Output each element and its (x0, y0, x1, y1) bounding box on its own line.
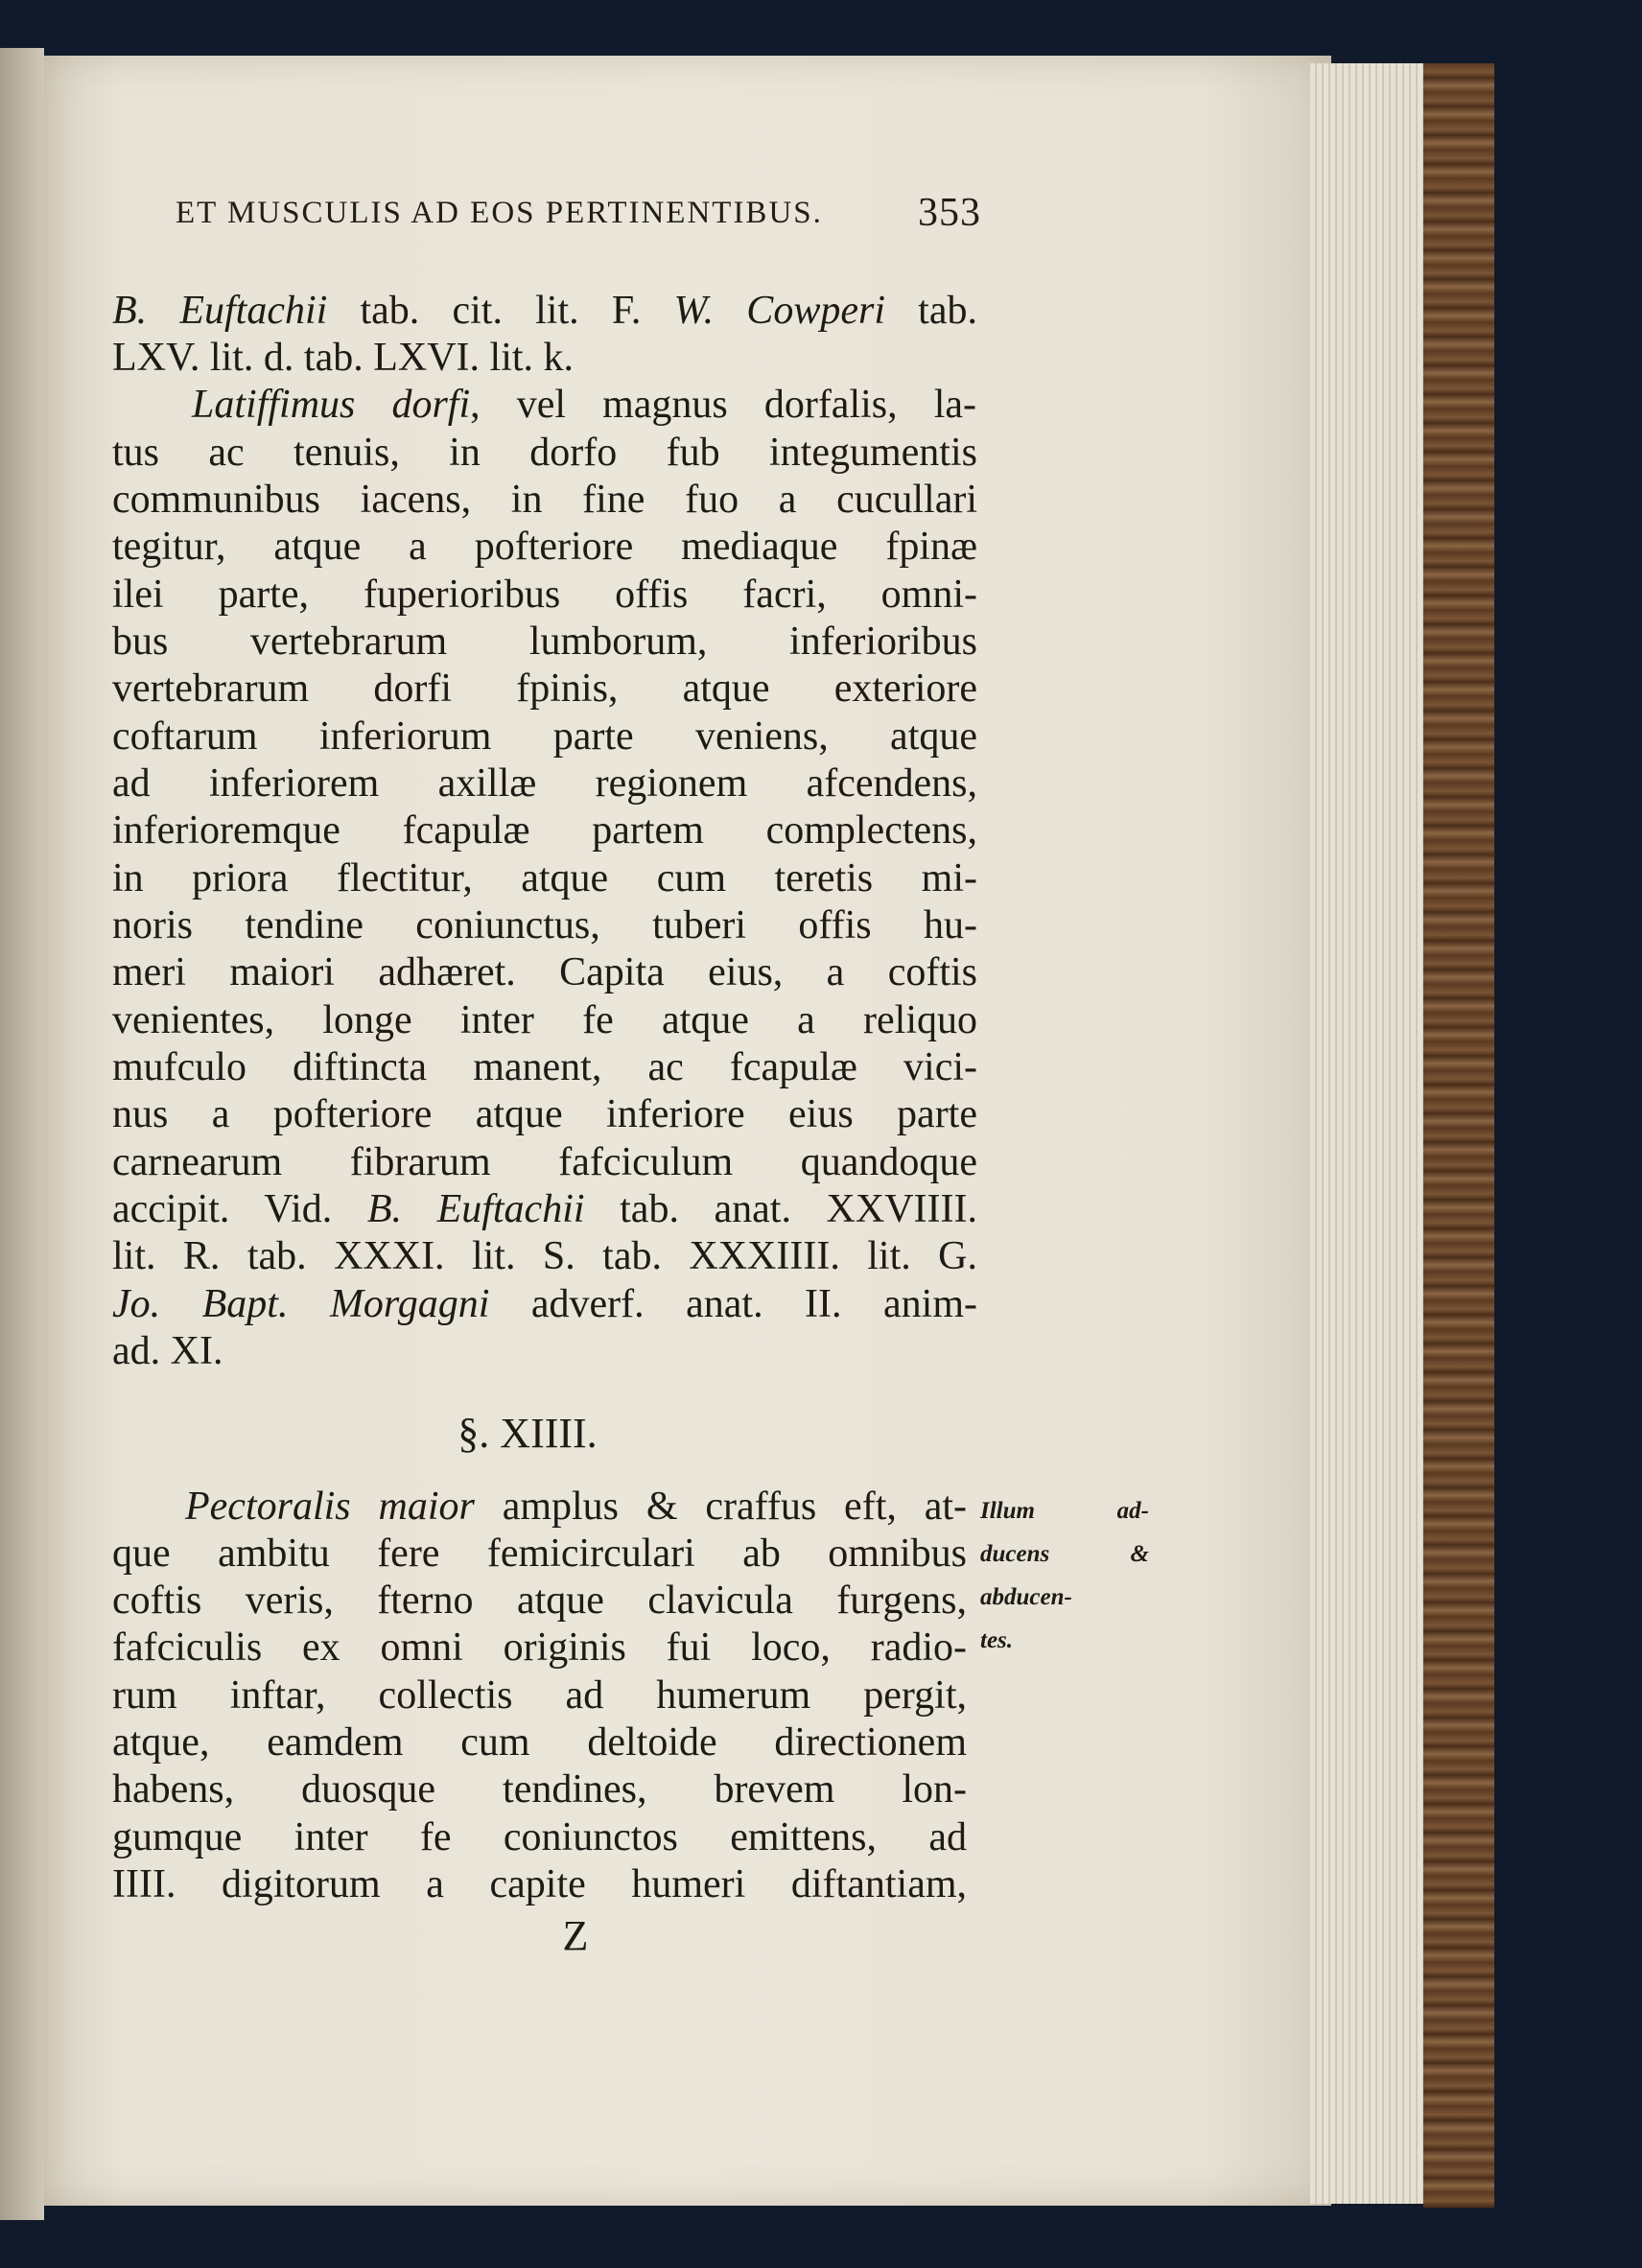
text-line: Pectoralis maior amplus & craffus eft, at- (185, 1485, 968, 1529)
signature-mark: Z (562, 1912, 589, 1959)
text-line: inferioremque fcapulæ partem complectens, (112, 808, 977, 853)
text-line: fafciculis ex omni originis fui loco, radio- (112, 1625, 967, 1670)
text-line: rum inftar, collectis ad humerum pergit, (112, 1673, 967, 1718)
facing-page-edge (0, 48, 44, 2220)
text-line: atque, eamdem cum deltoide directionem (112, 1720, 967, 1765)
text-line: meri maiori adhæret. Capita eius, a coftis (112, 950, 977, 994)
text-line: tegitur, atque a pofteriore mediaque fpinæ (112, 525, 977, 569)
text-line: accipit. Vid. B. Euftachii tab. anat. XXVIIII. (112, 1187, 977, 1231)
page-number: 353 (918, 191, 981, 235)
text-line: coftis veris, fterno atque clavicula furgens, (112, 1578, 967, 1623)
margin-note-line: tes. (980, 1627, 1014, 1653)
text-line: tus ac tenuis, in dorfo fub integumentis (112, 431, 977, 475)
text-line: Jo. Bapt. Morgagni adverf. anat. II. anim- (112, 1282, 977, 1326)
running-title: ET MUSCULIS AD EOS PERTINENTIBUS. (176, 195, 823, 230)
text-line: B. Euftachii tab. cit. lit. F. W. Cowperi tab. (112, 289, 977, 333)
text-line: communibus iacens, in fine fuo a cucullari (112, 478, 977, 522)
text-line: nus a pofteriore atque inferiore eius parte (112, 1092, 977, 1136)
text-line: carnearum fibrarum fafciculum quandoque (112, 1140, 977, 1184)
text-line: que ambitu fere femicirculari ab omnibus (112, 1531, 967, 1576)
text-line: coftarum inferiorum parte veniens, atque (112, 714, 977, 759)
text-line: Latiffimus dorfi, vel magnus dorfalis, la- (192, 383, 977, 427)
text-line: ad inferiorem axillæ regionem afcendens, (112, 761, 977, 806)
text-line: habens, duosque tendines, brevem lon- (112, 1767, 967, 1812)
text-line: ilei parte, fuperioribus offis facri, omni- (112, 573, 977, 617)
text-line: venientes, longe inter fe atque a reliquo (112, 998, 977, 1042)
text-line: mufculo diftincta manent, ac fcapulæ vici- (112, 1045, 977, 1089)
section-heading: §. XIIII. (457, 1410, 598, 1457)
margin-note-line: abducen- (980, 1584, 1072, 1610)
running-header (176, 189, 981, 237)
text-line: IIII. digitorum a capite humeri diftantiam, (112, 1862, 967, 1906)
margin-note-line: ducens & (980, 1541, 1149, 1567)
page-edges (1310, 63, 1423, 2204)
marbled-cover-edge (1423, 63, 1494, 2208)
text-line: gumque inter fe coniunctos emittens, ad (112, 1815, 967, 1859)
text-line: noris tendine coniunctus, tuberi offis hu- (112, 903, 977, 947)
text-line: LXV. lit. d. tab. LXVI. lit. k. (112, 336, 575, 380)
text-line: lit. R. tab. XXXI. lit. S. tab. XXXIIII. lit. G. (112, 1234, 977, 1278)
text-line: in priora flectitur, atque cum teretis mi- (112, 856, 977, 900)
text-line: ad. XI. (112, 1329, 223, 1373)
text-line: bus vertebrarum lumborum, inferioribus (112, 620, 977, 664)
margin-note-line: Illum ad- (980, 1498, 1149, 1524)
text-line: vertebrarum dorfi fpinis, atque exteriore (112, 666, 977, 711)
